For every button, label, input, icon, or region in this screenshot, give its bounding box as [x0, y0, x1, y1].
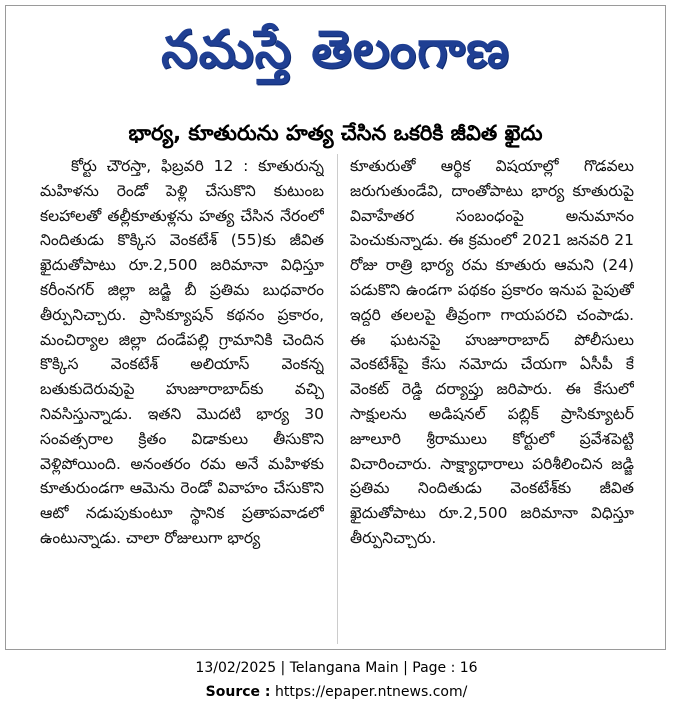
article-column-1	[40, 154, 324, 650]
source-label: Source :	[205, 684, 271, 700]
column-1-text: కోర్టు చౌరస్తా, ఫిబ్రవరి 12 : కూతురున్న మహిళను రెండో పెళ్లి చేసుకొని కుటుంబ కలహాలతో తల్లీకూతుళ్లను హత్య చేసిన నేరంలో నిందితుడు కొక్కిస వెంకటేశ్ (55)కు జీవిత ఖైదుతోపాటు రూ.2,500 జరిమానా విధిస్తూ కరీంనగర్ జిల్లా జడ్జి బీ ప్రతిమ బుధవారం తీర్పునిచ్చారు. ప్రాసిక్యూషన్ కథనం ప్రకారం, మంచిర్యాల జిల్లా దండేపల్లి గ్రామానికి చెందిన కొక్కిస వెంకటేశ్ అలియాస్ వెంకన్న బతుకుదెరువుపై హుజూరాబాద్‌కు వచ్చి నివసిస్తున్నాడు. ఇతని మొదటి భార్య 30 సంవత్సరాల క్రితం విడాకులు తీసుకొని వెళ్లిపోయింది. అనంతరం రమ అనే మహిళకు కూతురుండగా ఆమెను రెండో వివాహం చేసుకొని ఆటో నడుపుకుంటూ స్థానిక ప్రతాపవాడలో ఉంటున్నాడు. చాలా రోజులుగా భార్య	[40, 157, 324, 547]
edition-info: 13/02/2025 | Telangana Main | Page : 16	[195, 660, 478, 676]
newspaper-clipping	[5, 5, 666, 650]
article-headline: భార్య, కూతురును హత్య చేసిన ఒకరికి జీవిత ఖైదు	[128, 121, 543, 145]
source-link[interactable]: https://epaper.ntnews.com/	[274, 684, 468, 700]
masthead-logo: నమస్తే తెలంగాణ	[161, 20, 510, 80]
article-body	[40, 154, 634, 650]
article-column-2	[350, 154, 634, 650]
column-2-text: కూతురుతో ఆర్థిక విషయాల్లో గొడవలు జరుగుతుండేవి, దాంతోపాటు భార్య కూతురుపై వివాహేతర సంబంధంపై అనుమానం పెంచుకున్నాడు. ఈ క్రమంలో 2021 జనవరి 21 రోజు రాత్రి భార్య రమ కూతురు ఆమని (24) పడుకొని ఉండగా పథకం ప్రకారం ఇనుప పైపుతో ఇద్దరి తలలపై తీవ్రంగా గాయపరచి చంపాడు. ఈ ఘటనపై హుజూరాబాద్ పోలీసులు వెంకటేశ్‌పై కేసు నమోదు చేయగా ఏసీపీ కే వెంకట్ రెడ్డి దర్యాప్తు జరిపారు. ఈ కేసులో సాక్షులను అడిషనల్ పబ్లిక్ ప్రాసిక్యూటర్ జూలూరి శ్రీరాములు కోర్టులో ప్రవేశపెట్టి విచారించారు. సాక్ష్యాధారాలు పరిశీలించిన జడ్జి ప్రతిమ నిందితుడు వెంకటేశ్‌కు జీవిత ఖైదుతోపాటు రూ.2,500 జరిమానా విధిస్తూ తీర్పునిచ్చారు.	[350, 157, 634, 547]
column-divider	[337, 154, 338, 644]
source-line	[0, 684, 673, 700]
